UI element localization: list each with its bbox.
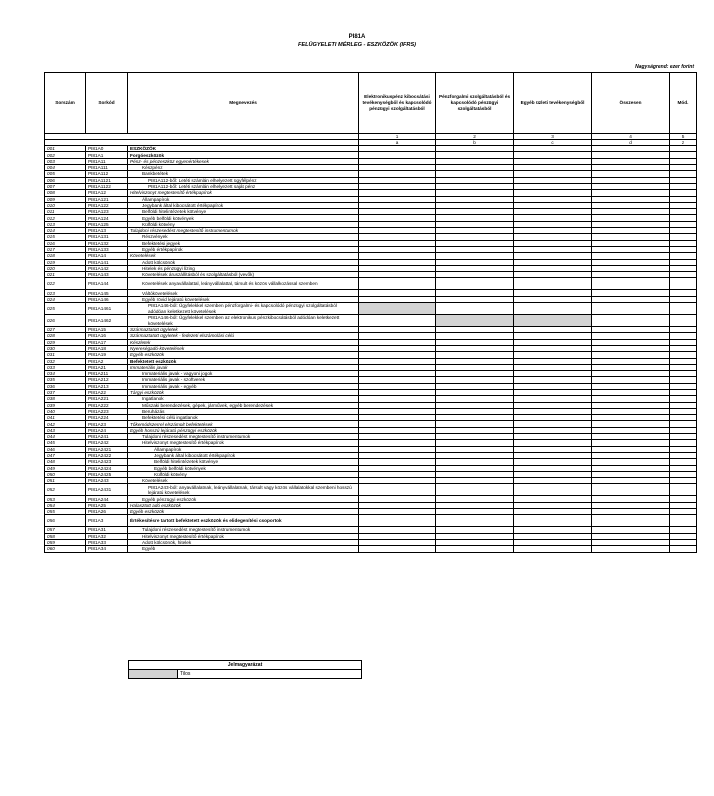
row-label: Belföldi hitelintézetek kötvénye xyxy=(128,459,359,465)
row-code: PI81A19 xyxy=(86,352,128,358)
row-code: PI81A1461 xyxy=(86,303,128,315)
value-cell[interactable] xyxy=(592,546,670,552)
row-number: 055 xyxy=(45,509,86,515)
value-cell[interactable] xyxy=(514,315,592,327)
header-row xyxy=(45,73,697,134)
col-header-sorkod: Sorkód xyxy=(86,73,128,134)
value-cell[interactable] xyxy=(359,515,436,527)
row-number: 023 xyxy=(45,290,86,296)
row-label: Származtatott ügyletek xyxy=(128,327,359,333)
row-number: 008 xyxy=(45,190,86,196)
row-code: PI81A16 xyxy=(86,333,128,339)
row-code: PI81A211 xyxy=(86,371,128,377)
value-cell[interactable] xyxy=(436,278,514,290)
row-label: Tárgyi eszközök xyxy=(128,389,359,395)
col-header-payment: Pénzforgalmi szolgáltatásból és kapcsolódó pénzügyi szolgáltatásból xyxy=(436,73,514,134)
row-number: 018 xyxy=(45,253,86,259)
row-label: Követelések áruszállításból és szolgáltatásból (vevők) xyxy=(128,272,359,278)
row-code: PI81A132 xyxy=(86,240,128,246)
row-label: Tulajdoni részesedést megtestesítő instrumentumok xyxy=(128,434,359,440)
value-cell[interactable] xyxy=(592,315,670,327)
row-number: 050 xyxy=(45,471,86,477)
row-number: 054 xyxy=(45,502,86,508)
row-label: Egyéb xyxy=(128,546,359,552)
col-number: 1 xyxy=(359,134,436,140)
row-label: Bankbetétek xyxy=(128,171,359,177)
row-number: 006 xyxy=(45,177,86,183)
row-code: PI81A17 xyxy=(86,339,128,345)
row-label: PI81A243-ból: anyavállalatnak, leányvállalatnak, társult vagy közös vállalatokkal szembeni hosszú lejáratú követelések xyxy=(128,484,359,496)
value-cell[interactable] xyxy=(436,546,514,552)
table-row xyxy=(45,484,697,496)
row-label: Értékesítésre tartott befektetett eszközök és elidegenítési csoportok xyxy=(128,515,359,527)
balance-table xyxy=(44,72,697,553)
row-code: PI81A15 xyxy=(86,327,128,333)
row-label: Váltókövetelések xyxy=(128,290,359,296)
row-number: 049 xyxy=(45,465,86,471)
row-label: Követelések xyxy=(128,478,359,484)
row-code: PI81A2421 xyxy=(86,446,128,452)
row-label: Egyéb belföldi kötvények xyxy=(128,465,359,471)
row-number: 011 xyxy=(45,209,86,215)
row-number: 043 xyxy=(45,427,86,433)
value-cell[interactable] xyxy=(670,315,697,327)
value-cell[interactable] xyxy=(436,515,514,527)
row-label: Adott kölcsönök xyxy=(128,259,359,265)
col-letter: c xyxy=(514,140,592,146)
row-number: 013 xyxy=(45,221,86,227)
row-number: 001 xyxy=(45,146,86,152)
col-header-other: Egyéb üzleti tevékenységből xyxy=(514,73,592,134)
row-label: PI81A112-ből: Letéti számlán elhelyezett saját pénz xyxy=(128,183,359,189)
row-code: PI81A111 xyxy=(86,165,128,171)
row-label: Ingatlanok xyxy=(128,396,359,402)
table-row xyxy=(45,278,697,290)
value-cell[interactable] xyxy=(514,278,592,290)
value-cell[interactable] xyxy=(514,515,592,527)
col-header-total: Összesen xyxy=(592,73,670,134)
row-number: 025 xyxy=(45,303,86,315)
row-label: Befektetési jegyek xyxy=(128,240,359,246)
row-label: Adott kölcsönök, hitelek xyxy=(128,539,359,545)
row-number: 004 xyxy=(45,165,86,171)
row-number: 016 xyxy=(45,240,86,246)
row-code: PI81A224 xyxy=(86,415,128,421)
row-label: Készletek xyxy=(128,339,359,345)
row-code: PI81A244 xyxy=(86,496,128,502)
row-number: 024 xyxy=(45,296,86,302)
col-letter: d xyxy=(592,140,670,146)
row-label: Jegybank által kibocsátott értékpapírok xyxy=(128,452,359,458)
col-header-emoney: Elektronikuspénz kibocsátási tevékenységből és kapcsolódó pénzügyi szolgáltatásból xyxy=(359,73,436,134)
row-code: PI81A24 xyxy=(86,427,128,433)
row-label: Forgóeszközök xyxy=(128,152,359,158)
row-code: PI81A146 xyxy=(86,296,128,302)
row-code: PI81A125 xyxy=(86,221,128,227)
row-number: 020 xyxy=(45,265,86,271)
value-cell[interactable] xyxy=(436,315,514,327)
row-number: 046 xyxy=(45,446,86,452)
value-cell[interactable] xyxy=(514,546,592,552)
row-code: PI81A241 xyxy=(86,434,128,440)
col-number: 2 xyxy=(436,134,514,140)
unit-note: Nagyságrend: ezer forint xyxy=(635,64,694,70)
row-code: PI81A144 xyxy=(86,278,128,290)
row-number: 035 xyxy=(45,377,86,383)
row-label: Immateriális javak - szoftverek xyxy=(128,377,359,383)
legend-table xyxy=(128,660,362,679)
value-cell[interactable] xyxy=(359,278,436,290)
row-number: 032 xyxy=(45,358,86,364)
row-code: PI81A124 xyxy=(86,215,128,221)
row-number: 019 xyxy=(45,259,86,265)
value-cell[interactable] xyxy=(436,303,514,315)
row-code: PI81A34 xyxy=(86,546,128,552)
row-number: 012 xyxy=(45,215,86,221)
table-row xyxy=(45,315,697,327)
row-label: Állampapírok xyxy=(128,446,359,452)
row-label: Jegybank által kibocsátott értékpapírok xyxy=(128,202,359,208)
row-code: PI81A131 xyxy=(86,234,128,240)
row-code: PI81A213 xyxy=(86,383,128,389)
value-cell[interactable] xyxy=(670,484,697,496)
value-cell[interactable] xyxy=(670,303,697,315)
row-number: 015 xyxy=(45,234,86,240)
row-label: Immateriális javak xyxy=(128,364,359,370)
row-label: Hitelek és pénzügyi lízing xyxy=(128,265,359,271)
legend-title: Jelmagyarázat xyxy=(129,661,362,670)
row-label: Hitelviszonyt megtestesítő értékpapírok xyxy=(128,440,359,446)
row-number: 007 xyxy=(45,183,86,189)
row-label: Egyéb hosszú lejáratú pénzügyi eszközök xyxy=(128,427,359,433)
row-label: Tulajdoni részesedést megtestesítő instrumentumok xyxy=(128,228,359,234)
row-code: PI81A11 xyxy=(86,158,128,164)
row-label: Beruházás xyxy=(128,408,359,414)
row-number: 036 xyxy=(45,383,86,389)
table-body xyxy=(45,146,697,552)
col-number: 5 xyxy=(670,134,697,140)
row-number: 037 xyxy=(45,389,86,395)
row-code: PI81A121 xyxy=(86,196,128,202)
row-code: PI81A23 xyxy=(86,421,128,427)
row-number: 026 xyxy=(45,315,86,327)
row-number: 060 xyxy=(45,546,86,552)
row-label: Belföldi hitelintézetek kötvénye xyxy=(128,209,359,215)
row-label: Tulajdoni részesedést megtestesítő instrumentumok xyxy=(128,527,359,533)
row-label: PI81A112-ből: Letéti számlán elhelyezett ügyfélpénz xyxy=(128,177,359,183)
row-number: 029 xyxy=(45,339,86,345)
row-label: Követelések anyavállalattal, leányvállalattal, társult és közös vállalkozással szemben xyxy=(128,278,359,290)
row-code: PI81A2425 xyxy=(86,471,128,477)
row-code: PI81A145 xyxy=(86,290,128,296)
row-code: PI81A242 xyxy=(86,440,128,446)
row-label: Hitelviszonyt megtestesítő értékpapírok xyxy=(128,533,359,539)
row-number: 039 xyxy=(45,402,86,408)
row-code: PI81A14 xyxy=(86,253,128,259)
row-code: PI81A222 xyxy=(86,402,128,408)
row-label: Nyereségadó-követelések xyxy=(128,345,359,351)
row-label: Immateriális javak - vagyoni jogok xyxy=(128,371,359,377)
value-cell[interactable] xyxy=(436,484,514,496)
value-cell[interactable] xyxy=(592,515,670,527)
row-number: 009 xyxy=(45,196,86,202)
row-code: PI81A112 xyxy=(86,171,128,177)
row-code: PI81A122 xyxy=(86,202,128,208)
table-row xyxy=(45,303,697,315)
row-number: 047 xyxy=(45,452,86,458)
row-number: 033 xyxy=(45,364,86,370)
value-cell[interactable] xyxy=(359,315,436,327)
row-number: 003 xyxy=(45,158,86,164)
legend-swatch xyxy=(129,670,178,679)
row-code: PI81A2423 xyxy=(86,459,128,465)
row-code: PI81A141 xyxy=(86,259,128,265)
col-letter: b xyxy=(436,140,514,146)
row-code: PI81A12 xyxy=(86,190,128,196)
row-code: PI81A2 xyxy=(86,358,128,364)
row-label: Műszaki berendezések, gépek, járművek, egyéb berendezések xyxy=(128,402,359,408)
row-label: Egyéb értékpapírok xyxy=(128,246,359,252)
row-number: 028 xyxy=(45,333,86,339)
row-code: PI81A0 xyxy=(86,146,128,152)
row-code: PI81A3 xyxy=(86,515,128,527)
row-label: Készpénz xyxy=(128,165,359,171)
row-code: PI81A143 xyxy=(86,272,128,278)
row-label: Immateriális javak - egyéb xyxy=(128,383,359,389)
row-code: PI81A1 xyxy=(86,152,128,158)
row-number: 044 xyxy=(45,434,86,440)
row-label: Egyéb rövid lejáratú követelések xyxy=(128,296,359,302)
row-code: PI81A123 xyxy=(86,209,128,215)
col-number: 4 xyxy=(592,134,670,140)
row-label: Pénz- és pénzeszköz egyenértékesek xyxy=(128,158,359,164)
row-label: Állampapírok xyxy=(128,196,359,202)
row-label: Egyéb eszközök xyxy=(128,352,359,358)
value-cell[interactable] xyxy=(592,278,670,290)
form-title: FELÜGYELETI MÉRLEG - ESZKÖZÖK (IFRS) xyxy=(297,42,417,48)
legend-label: Tilos xyxy=(178,670,362,679)
row-number: 014 xyxy=(45,228,86,234)
row-number: 034 xyxy=(45,371,86,377)
row-code: PI81A223 xyxy=(86,408,128,414)
row-code: PI81A33 xyxy=(86,539,128,545)
row-number: 058 xyxy=(45,533,86,539)
value-cell[interactable] xyxy=(359,303,436,315)
row-label: Hitelviszonyt megtestesítő értékpapírok xyxy=(128,190,359,196)
row-label: Befektetési célú ingatlanok xyxy=(128,415,359,421)
row-number: 038 xyxy=(45,396,86,402)
row-number: 057 xyxy=(45,527,86,533)
row-number: 059 xyxy=(45,539,86,545)
row-label: ESZKÖZÖK xyxy=(128,146,359,152)
row-code: PI81A212 xyxy=(86,377,128,383)
row-label: PI81A146-ból: Ügyfelekkel szemben az elektronikus pénzkibocsátásból adódóan keletkezett követelések xyxy=(128,315,359,327)
row-number: 005 xyxy=(45,171,86,177)
row-code: PI81A2424 xyxy=(86,465,128,471)
form-code: PI81A xyxy=(348,34,366,40)
row-label: Származtatott ügyletek - fedezeti elszámolási célú xyxy=(128,333,359,339)
value-cell[interactable] xyxy=(670,546,697,552)
row-label: PI81A146-ból: Ügyfelekkel szemben pénzforgalmi- és kapcsolódó pénzügyi szolgáltatásból adódóan keletkezett követelések xyxy=(128,303,359,315)
row-label: Követelések xyxy=(128,253,359,259)
row-code: PI81A142 xyxy=(86,265,128,271)
row-code: PI81A133 xyxy=(86,246,128,252)
row-code: PI81A32 xyxy=(86,533,128,539)
row-code: PI81A221 xyxy=(86,396,128,402)
row-number: 052 xyxy=(45,484,86,496)
table-row xyxy=(45,515,697,527)
row-number: 002 xyxy=(45,152,86,158)
row-number: 042 xyxy=(45,421,86,427)
table-row xyxy=(45,546,697,552)
value-cell[interactable] xyxy=(359,546,436,552)
col-letter: a xyxy=(359,140,436,146)
row-code: PI81A1122 xyxy=(86,183,128,189)
row-number: 022 xyxy=(45,278,86,290)
row-label: Külföldi kötvény xyxy=(128,471,359,477)
value-cell[interactable] xyxy=(514,303,592,315)
row-label: Egyéb belföldi kötvények xyxy=(128,215,359,221)
row-number: 010 xyxy=(45,202,86,208)
row-code: PI81A25 xyxy=(86,502,128,508)
row-number: 031 xyxy=(45,352,86,358)
value-cell[interactable] xyxy=(359,484,436,496)
row-code: PI81A243 xyxy=(86,478,128,484)
row-code: PI81A21 xyxy=(86,364,128,370)
row-label: Tőkemódszerrel elszámolt befektetések xyxy=(128,421,359,427)
row-number: 027 xyxy=(45,327,86,333)
row-number: 030 xyxy=(45,345,86,351)
row-code: PI81A2422 xyxy=(86,452,128,458)
row-code: PI81A26 xyxy=(86,509,128,515)
value-cell[interactable] xyxy=(592,303,670,315)
row-number: 041 xyxy=(45,415,86,421)
row-code: PI81A13 xyxy=(86,228,128,234)
row-label: Egyéb pénzügyi eszközök xyxy=(128,496,359,502)
row-number: 045 xyxy=(45,440,86,446)
row-number: 017 xyxy=(45,246,86,252)
col-header-mod: Mód. xyxy=(670,73,697,134)
col-header-sorszam: Sorszám xyxy=(45,73,86,134)
row-code: PI81A31 xyxy=(86,527,128,533)
row-label: Befektetett eszközök xyxy=(128,358,359,364)
row-code: PI81A18 xyxy=(86,345,128,351)
row-label: Külföldi kötvény xyxy=(128,221,359,227)
value-cell[interactable] xyxy=(514,484,592,496)
row-label: Halasztott adó eszközök xyxy=(128,502,359,508)
col-letter: z xyxy=(670,140,697,146)
row-number: 051 xyxy=(45,478,86,484)
value-cell[interactable] xyxy=(670,278,697,290)
row-number: 053 xyxy=(45,496,86,502)
value-cell[interactable] xyxy=(670,515,697,527)
row-number: 021 xyxy=(45,272,86,278)
row-label: Egyéb eszközök xyxy=(128,509,359,515)
value-cell[interactable] xyxy=(592,484,670,496)
row-label: Részvények xyxy=(128,234,359,240)
col-number: 3 xyxy=(514,134,592,140)
row-number: 048 xyxy=(45,459,86,465)
row-code: PI81A22 xyxy=(86,389,128,395)
row-number: 040 xyxy=(45,408,86,414)
row-code: PI81A2431 xyxy=(86,484,128,496)
row-code: PI81A1462 xyxy=(86,315,128,327)
row-code: PI81A1121 xyxy=(86,177,128,183)
col-header-megnevezes: Megnevezés xyxy=(128,73,359,134)
row-number: 056 xyxy=(45,515,86,527)
